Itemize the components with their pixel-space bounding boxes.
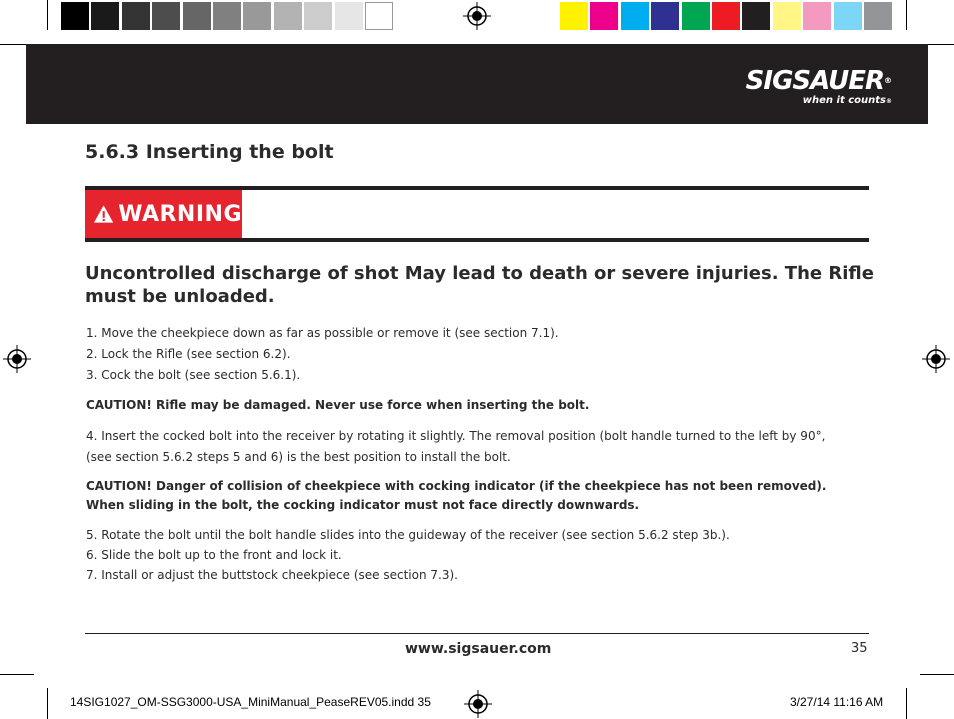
registration-mark-left-icon bbox=[3, 345, 31, 373]
step-line: 2. Lock the Rifle (see section 6.2). bbox=[86, 347, 291, 361]
logo-brand: SIGSAUER bbox=[745, 66, 884, 96]
step-line: 3. Cock the bolt (see section 5.6.1). bbox=[86, 368, 301, 382]
logo-registered-mark: ® bbox=[884, 76, 892, 85]
crop-mark bbox=[920, 674, 954, 675]
sig-sauer-logo bbox=[746, 68, 892, 108]
page-number: 35 bbox=[851, 641, 868, 656]
color-swatch bbox=[864, 2, 892, 30]
caution-note: CAUTION! Rifle may be damaged. Never use force when inserting the bolt. bbox=[86, 398, 590, 412]
crop-mark bbox=[0, 674, 34, 675]
color-swatch bbox=[742, 2, 770, 30]
color-swatch bbox=[335, 2, 363, 30]
color-swatch bbox=[651, 2, 679, 30]
crop-mark bbox=[47, 0, 48, 30]
registration-mark-top-icon bbox=[463, 2, 491, 30]
color-swatch bbox=[712, 2, 740, 30]
step-line: 1. Move the cheekpiece down as far as possible or remove it (see section 7.1). bbox=[86, 326, 559, 340]
color-swatch bbox=[122, 2, 150, 30]
warning-headline: Uncontrolled discharge of shot May lead to death or severe injuries. The Rifle must be unloaded. bbox=[85, 263, 874, 307]
color-swatch bbox=[304, 2, 332, 30]
crop-mark bbox=[906, 0, 907, 30]
caution-note: When sliding in the bolt, the cocking indicator must not face directly downwards. bbox=[86, 498, 640, 512]
color-swatch bbox=[682, 2, 710, 30]
warning-label-box bbox=[85, 190, 242, 238]
warning-label: WARNING bbox=[118, 201, 242, 227]
color-swatch bbox=[91, 2, 119, 30]
color-swatch bbox=[834, 2, 862, 30]
step-line: 7. Install or adjust the buttstock cheekpiece (see section 7.3). bbox=[86, 568, 458, 582]
print-slug-filename: 14SIG1027_OM-SSG3000-USA_MiniManual_PeaseREV05.indd 35 bbox=[70, 695, 431, 709]
color-swatch bbox=[773, 2, 801, 30]
step-line: 4. Insert the cocked bolt into the receiver by rotating it slightly. The removal position (bolt handle turned to the left by 90°, bbox=[86, 429, 826, 443]
color-swatch bbox=[61, 2, 89, 30]
crop-mark bbox=[47, 688, 48, 719]
color-swatch bbox=[560, 2, 588, 30]
logo-tagline: when it counts bbox=[802, 95, 886, 106]
step-line: 6. Slide the bolt up to the front and lock it. bbox=[86, 548, 342, 562]
footer-rule bbox=[85, 633, 869, 634]
warning-triangle-icon bbox=[93, 204, 114, 224]
color-swatch bbox=[152, 2, 180, 30]
color-swatch bbox=[183, 2, 211, 30]
registration-mark-right-icon bbox=[922, 345, 950, 373]
section-title: 5.6.3 Inserting the bolt bbox=[85, 141, 334, 163]
caution-note: CAUTION! Danger of collision of cheekpiece with cocking indicator (if the cheekpiece has not been removed). bbox=[86, 479, 827, 493]
color-swatch bbox=[590, 2, 618, 30]
print-slug-date: 3/27/14 11:16 AM bbox=[790, 695, 884, 709]
logo-tagline-mark: ® bbox=[886, 98, 892, 105]
crop-mark bbox=[906, 688, 907, 719]
color-swatch bbox=[213, 2, 241, 30]
color-swatch bbox=[243, 2, 271, 30]
step-line: (see section 5.6.2 steps 5 and 6) is the best position to install the bolt. bbox=[86, 450, 511, 464]
color-swatch bbox=[365, 2, 393, 30]
registration-mark-bottom-icon bbox=[464, 690, 492, 718]
step-line: 5. Rotate the bolt until the bolt handle slides into the guideway of the receiver (see section 5.6.2 step 3b.). bbox=[86, 528, 730, 542]
color-swatch bbox=[621, 2, 649, 30]
warning-rule-bottom bbox=[85, 238, 869, 242]
color-swatch bbox=[803, 2, 831, 30]
color-swatch bbox=[274, 2, 302, 30]
footer-website-link[interactable]: www.sigsauer.com bbox=[405, 641, 552, 657]
